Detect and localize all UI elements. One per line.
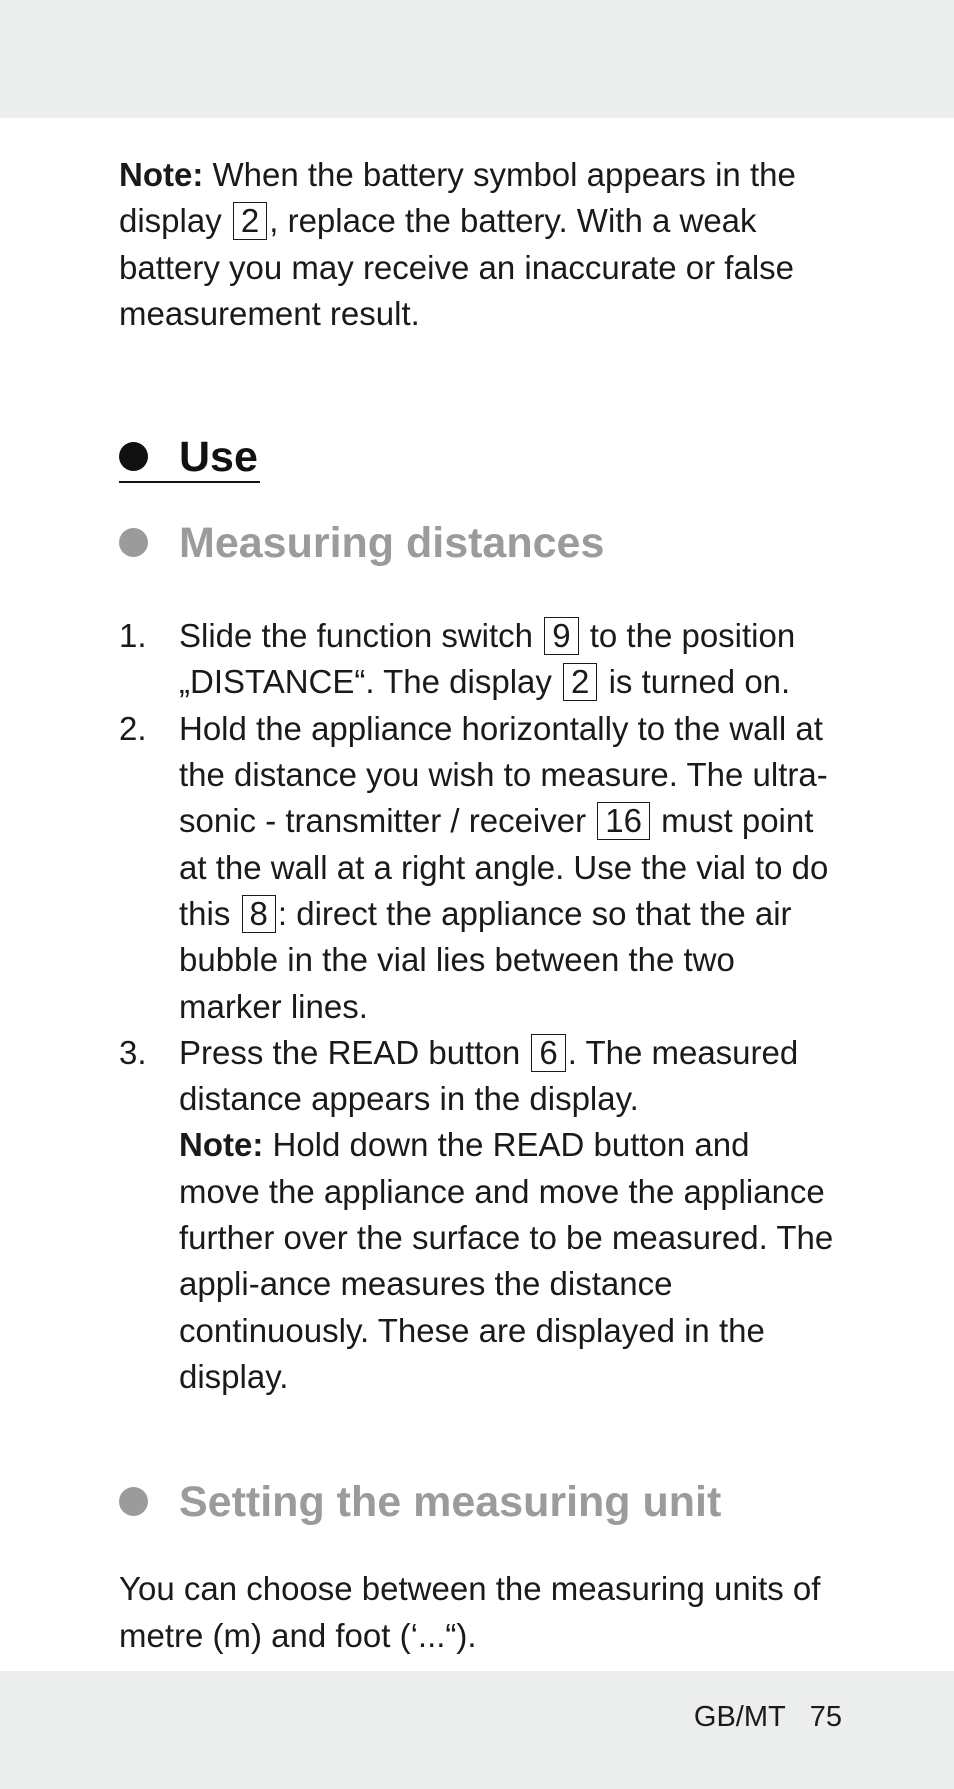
step-text: is turned on. bbox=[599, 663, 791, 701]
step-item bbox=[119, 613, 839, 706]
heading-use bbox=[119, 427, 258, 487]
heading-measuring-text: Measuring distances bbox=[179, 519, 605, 568]
step-item bbox=[119, 1030, 839, 1400]
step-text: : direct the appliance so that the air bubble in the vial lies between the two marker lines. bbox=[179, 894, 792, 1025]
page-number: 75 bbox=[809, 1701, 842, 1733]
note-label: Note: bbox=[119, 156, 204, 193]
step-number: 3. bbox=[119, 1033, 147, 1071]
heading-use-text: Use bbox=[179, 433, 258, 482]
note-text-part2: , replace the battery. With a weak battery you may receive an inaccurate or false measurement result. bbox=[119, 202, 795, 332]
reference-box: 9 bbox=[544, 617, 578, 655]
step-number: 2. bbox=[119, 709, 147, 747]
step-text: Press the READ button bbox=[179, 1033, 530, 1071]
bullet-icon bbox=[119, 442, 148, 471]
battery-note bbox=[119, 152, 839, 337]
note-text-part1: When the battery symbol appears in the display bbox=[119, 156, 796, 240]
reference-box: 2 bbox=[233, 202, 267, 240]
heading-measuring-unit bbox=[119, 1472, 839, 1532]
bullet-icon bbox=[119, 1487, 148, 1516]
heading-measuring-distances bbox=[119, 513, 839, 573]
step-text: Slide the function switch bbox=[179, 617, 543, 655]
step-note-text: Hold down the READ button and move the appliance and move the appliance further over the surface to be measured. The appli-ance measures the distance continuously. These are displayed in the display. bbox=[179, 1126, 834, 1395]
note-label: Note: bbox=[179, 1126, 264, 1164]
step-item bbox=[119, 706, 839, 1030]
step-text: . The measured distance appears in the display. bbox=[179, 1033, 799, 1118]
step-text: must point at the wall at a right angle. Use the vial to do this bbox=[179, 802, 829, 932]
step-text: to the position „DISTANCE“. The display bbox=[179, 617, 796, 701]
page-content bbox=[119, 152, 839, 1659]
heading-unit-text: Setting the measuring unit bbox=[179, 1478, 722, 1527]
footer-region: GB/MT bbox=[693, 1701, 786, 1733]
reference-box: 2 bbox=[563, 663, 597, 701]
page-footer bbox=[694, 1697, 842, 1737]
reference-box: 8 bbox=[242, 895, 276, 933]
step-number: 1. bbox=[119, 617, 147, 655]
steps-list bbox=[119, 613, 839, 1400]
step-text: Hold the appliance horizontally to the wall at the distance you wish to measure. The ultra-sonic - transmitter / receiver bbox=[179, 709, 828, 840]
unit-paragraph: You can choose between the measuring units of metre (m) and foot (‘...“). bbox=[119, 1570, 821, 1654]
top-margin-band bbox=[0, 0, 954, 118]
reference-box: 6 bbox=[531, 1034, 565, 1072]
reference-box: 16 bbox=[597, 802, 650, 840]
bullet-icon bbox=[119, 528, 148, 557]
